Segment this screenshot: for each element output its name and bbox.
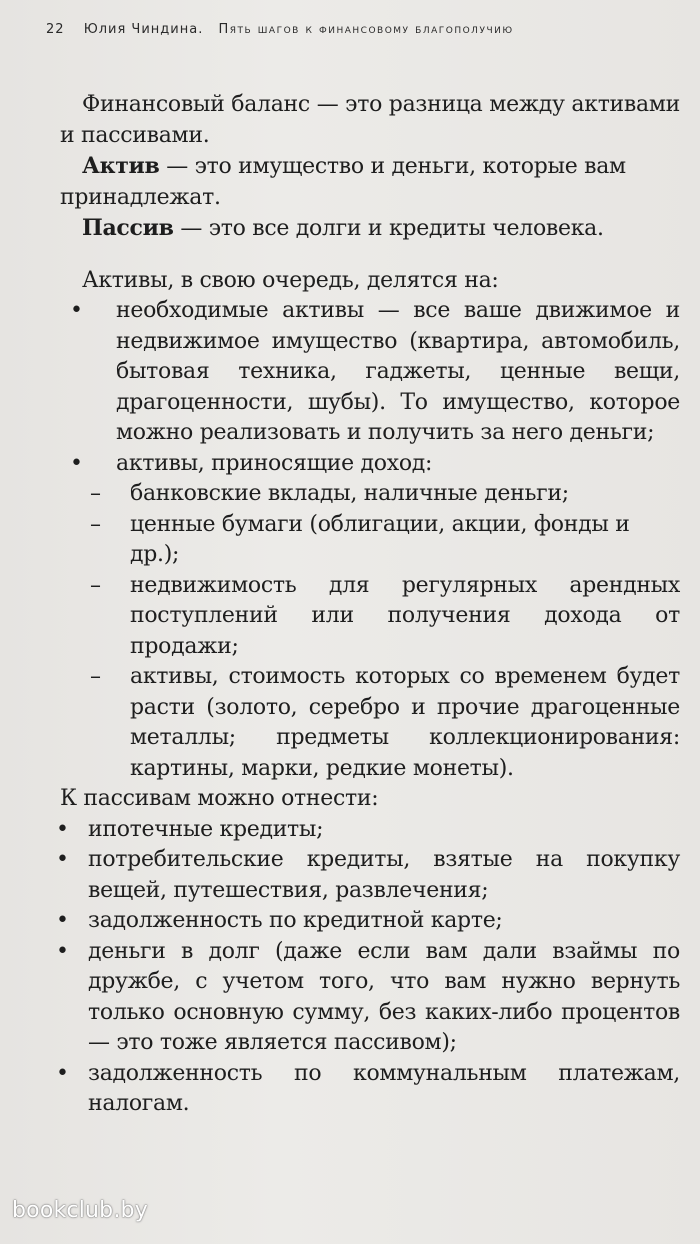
liability-definition-text: — это все долги и кредиты человека. [173,216,604,241]
page-number: 22 [46,22,65,37]
list-item: • деньги в долг (даже если вам дали взаймы по дружбе, с учетом того, что вам нужно вернуть только основную сумму, без каких-либо процентов — это тоже является пассивом); [46,937,680,1059]
site-watermark: bookclub.by [12,1198,148,1223]
liabilities-intro: К пассивам можно отнести: [60,786,379,811]
assets-intro: Активы, в свою очередь, делятся на: [82,267,499,293]
liabilities-list [46,815,680,1120]
assets-list [60,296,680,479]
list-item: • потребительские кредиты, взятые на покупку вещей, путешествия, развлечения; [46,845,680,906]
sublist-item: – ценные бумаги (облигации, акции, фонды и др.); [60,510,680,571]
term-liability: Пассив [82,215,174,241]
list-item: • задолженность по кредитной карте; [46,906,680,937]
paragraph-liability-definition [60,213,680,245]
list-item: • ипотечные кредиты; [46,815,680,846]
list-item [60,449,680,480]
sublist-item: – банковские вклады, наличные деньги; [60,479,680,510]
sublist-item: – недвижимость для регулярных арендных поступлений или получения дохода от продажи; [60,571,680,663]
income-assets-sublist [60,479,680,784]
paragraph-gap [60,245,680,266]
sublist-item: – активы, стоимость которых со временем будет расти (золото, серебро и прочие драгоценные металлы; предметы коллекционирования: картины, марки, редкие монеты). [60,662,680,784]
asset-definition-text: — это имущество и деньги, которые вам принадлежат. [60,154,626,210]
running-header [46,22,680,37]
header-book-title: Пять шагов к финансовому благополучию [218,22,514,37]
paragraph-asset-definition [60,151,680,213]
term-asset: Актив [82,153,160,179]
list-item: • задолженность по коммунальным платежам, налогам. [46,1059,680,1120]
header-author: Юлия Чиндина. [83,22,204,37]
list-item: • необходимые активы — все ваше движимое и недвижимое имущество (квартира, автомобиль, бытовая техника, гаджеты, ценные вещи, драгоценности, шубы). То имущество, которое можно реализовать и получить за него деньги; [60,296,680,449]
page-body [60,90,680,1120]
paragraph-balance: Финансовый баланс — это разница между активами и пассивами. [60,92,680,148]
list-item-text: активы, приносящие доход: [116,450,433,476]
